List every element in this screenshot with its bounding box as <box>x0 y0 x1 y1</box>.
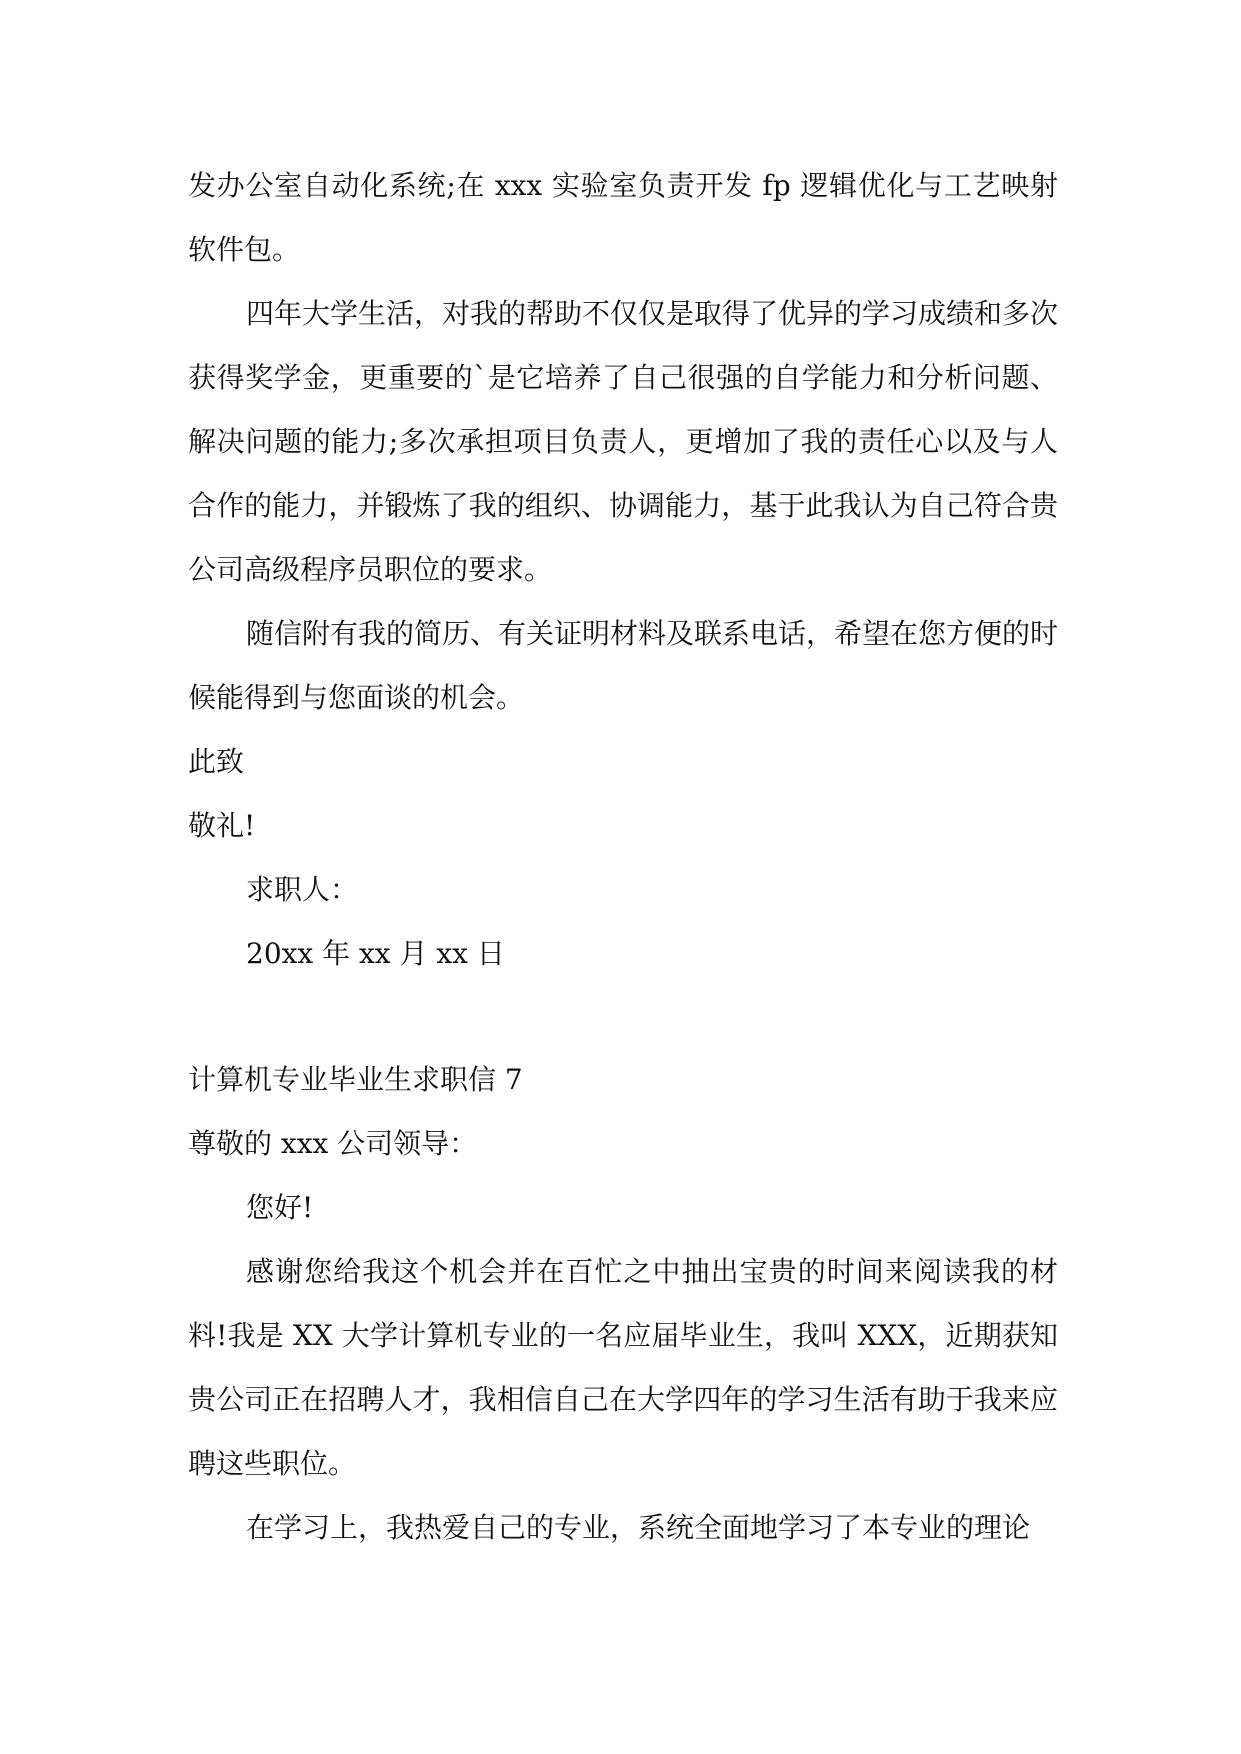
closing-line-1: 此致 <box>188 745 245 778</box>
salutation: 尊敬的 xxx 公司领导： <box>188 1127 478 1160</box>
paragraph-study: 在学习上，我热爱自己的专业，系统全面地学习了本专业的理论 <box>246 1511 1031 1544</box>
paragraph-introduction: 感谢您给我这个机会并在百忙之中抽出宝贵的时间来阅读我的材料!我是 XX 大学计算机专业的一名应届毕业生，我叫 XXX，近期获知贵公司正在招聘人才，我相信自己在大学四年的学习生活有助于我来应聘这些职位。 <box>188 1255 1058 1480</box>
section-spacer <box>188 986 1058 1048</box>
paragraph-office-system: 发办公室自动化系统;在 xxx 实验室负责开发 fp 逻辑优化与工艺映射软件包。 <box>188 169 1058 266</box>
section-title: 计算机专业毕业生求职信 7 <box>188 1063 523 1096</box>
greeting: 您好! <box>246 1191 314 1224</box>
paragraph-university-life: 四年大学生活，对我的帮助不仅仅是取得了优异的学习成绩和多次获得奖学金，更重要的`是它培养了自己很强的自学能力和分析问题、解决问题的能力;多次承担项目负责人，更增加了我的责任心以及与人合作的能力，并锻炼了我的组织、协调能力，基于此我认为自己符合贵公司高级程序员职位的要求。 <box>188 297 1059 586</box>
closing-line-2: 敬礼! <box>188 809 256 842</box>
letter-body <box>188 154 1058 1560</box>
applicant-label: 求职人： <box>246 873 359 906</box>
paragraph-attachments: 随信附有我的简历、有关证明材料及联系电话，希望在您方便的时候能得到与您面谈的机会。 <box>188 617 1059 714</box>
letter-date: 20xx 年 xx 月 xx 日 <box>246 937 505 970</box>
